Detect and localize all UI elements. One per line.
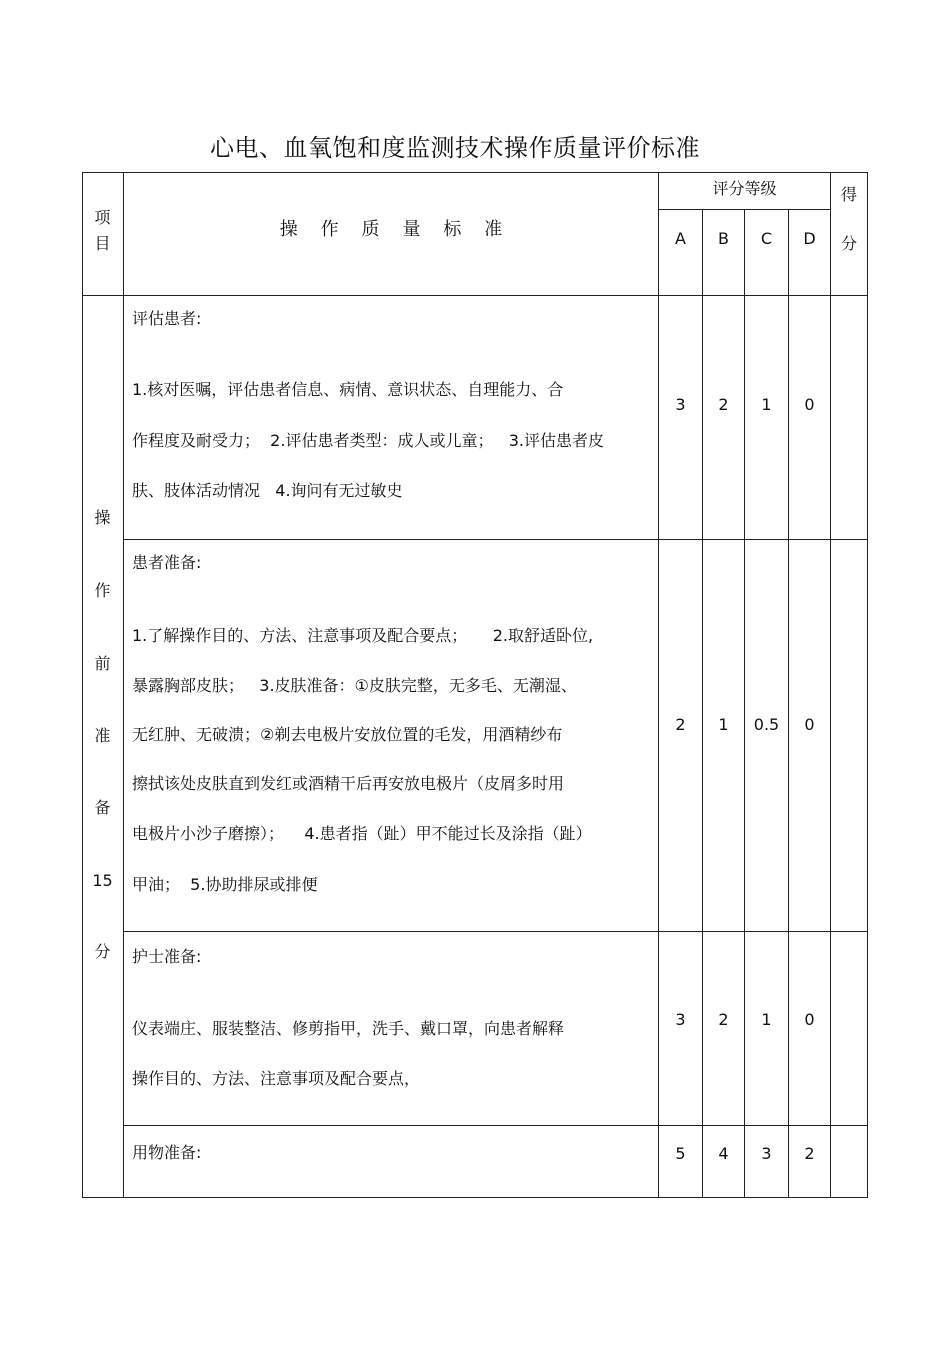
- section-char-3: 前: [94, 654, 111, 673]
- row-divider-1: [123, 539, 868, 540]
- header-item-char-1: 项: [94, 208, 111, 227]
- table-divider-b: [744, 209, 745, 1198]
- table-divider-standard: [658, 172, 659, 1198]
- table-border-right: [867, 172, 868, 1198]
- row3-line-2: 操作目的、方法、注意事项及配合要点，: [132, 1069, 421, 1088]
- row4-heading: 用物准备:: [132, 1143, 202, 1162]
- row4-score-b: 4: [718, 1144, 729, 1163]
- row2-score-b: 1: [718, 715, 729, 734]
- header-grade-c: C: [760, 229, 773, 248]
- row1-heading: 评估患者:: [132, 309, 202, 328]
- row2-line-3: 无红肿、无破溃；②剃去电极片安放位置的毛发，用酒精纱布: [132, 725, 563, 744]
- row3-heading: 护士准备:: [132, 947, 202, 966]
- grade-header-divider: [658, 209, 831, 210]
- header-item-char-2: 目: [94, 234, 111, 253]
- row1-line-3: 肤、肢体活动情况 4.询问有无过敏史: [132, 481, 403, 500]
- row4-score-a: 5: [675, 1144, 686, 1163]
- header-grade-b: B: [718, 229, 729, 248]
- evaluation-table: [82, 172, 868, 1198]
- row4-score-d: 2: [804, 1144, 815, 1163]
- table-divider-a: [702, 209, 703, 1198]
- row2-line-6: 甲油； 5.协助排尿或排便: [132, 875, 318, 894]
- table-border-top: [82, 172, 868, 173]
- table-divider-item: [123, 172, 124, 1198]
- row2-line-2: 暴露胸部皮肤； 3.皮肤准备：①皮肤完整，无多毛、无潮湿、: [132, 676, 577, 695]
- row2-score-d: 0: [804, 715, 815, 734]
- row-divider-2: [123, 931, 868, 932]
- row3-score-b: 2: [718, 1010, 729, 1029]
- row1-score-c: 1: [761, 395, 772, 414]
- header-grade: 评分等级: [712, 179, 777, 198]
- row2-line-4: 擦拭该处皮肤直到发红或酒精干后再安放电极片（皮屑多时用: [132, 774, 565, 793]
- row2-line-1: 1.了解操作目的、方法、注意事项及配合要点； 2.取舒适卧位,: [132, 626, 594, 645]
- row2-heading: 患者准备:: [132, 553, 202, 572]
- row3-score-c: 1: [761, 1010, 772, 1029]
- row2-score-c: 0.5: [753, 715, 780, 734]
- section-char-2: 作: [94, 581, 111, 600]
- row3-score-a: 3: [675, 1010, 686, 1029]
- table-divider-grade: [830, 172, 831, 1198]
- row4-score-c: 3: [761, 1144, 772, 1163]
- table-divider-c: [788, 209, 789, 1198]
- row1-score-a: 3: [675, 395, 686, 414]
- table-border-left: [82, 172, 83, 1198]
- row1-score-d: 0: [804, 395, 815, 414]
- page-title: 心电、血氧饱和度监测技术操作质量评价标准: [210, 134, 700, 162]
- header-score-char-2: 分: [840, 234, 857, 253]
- header-grade-a: A: [675, 229, 686, 248]
- row1-score-b: 2: [718, 395, 729, 414]
- section-char-4: 准: [94, 726, 111, 745]
- row3-score-d: 0: [804, 1010, 815, 1029]
- row2-line-5: 电极片小沙子磨擦）； 4.患者指（趾）甲不能过长及涂指（趾）: [132, 824, 592, 843]
- section-char-5: 备: [94, 798, 111, 817]
- row2-score-a: 2: [675, 715, 686, 734]
- section-char-7: 分: [94, 942, 111, 961]
- section-char-6: 15: [92, 871, 113, 890]
- section-char-1: 操: [94, 508, 111, 527]
- row-divider-3: [123, 1125, 868, 1126]
- row1-line-2: 作程度及耐受力； 2.评估患者类型：成人或儿童； 3.评估患者皮: [132, 431, 604, 450]
- header-grade-d: D: [803, 229, 816, 248]
- row1-line-1: 1.核对医嘱，评估患者信息、病情、意识状态、自理能力、合: [132, 380, 564, 399]
- header-score-char-1: 得: [840, 185, 857, 204]
- row3-line-1: 仪表端庄、服装整洁、修剪指甲，洗手、戴口罩，向患者解释: [132, 1019, 565, 1038]
- header-bottom-line: [82, 295, 868, 296]
- table-border-bottom: [82, 1197, 868, 1198]
- header-standard: 操 作 质 量 标 准: [279, 219, 503, 240]
